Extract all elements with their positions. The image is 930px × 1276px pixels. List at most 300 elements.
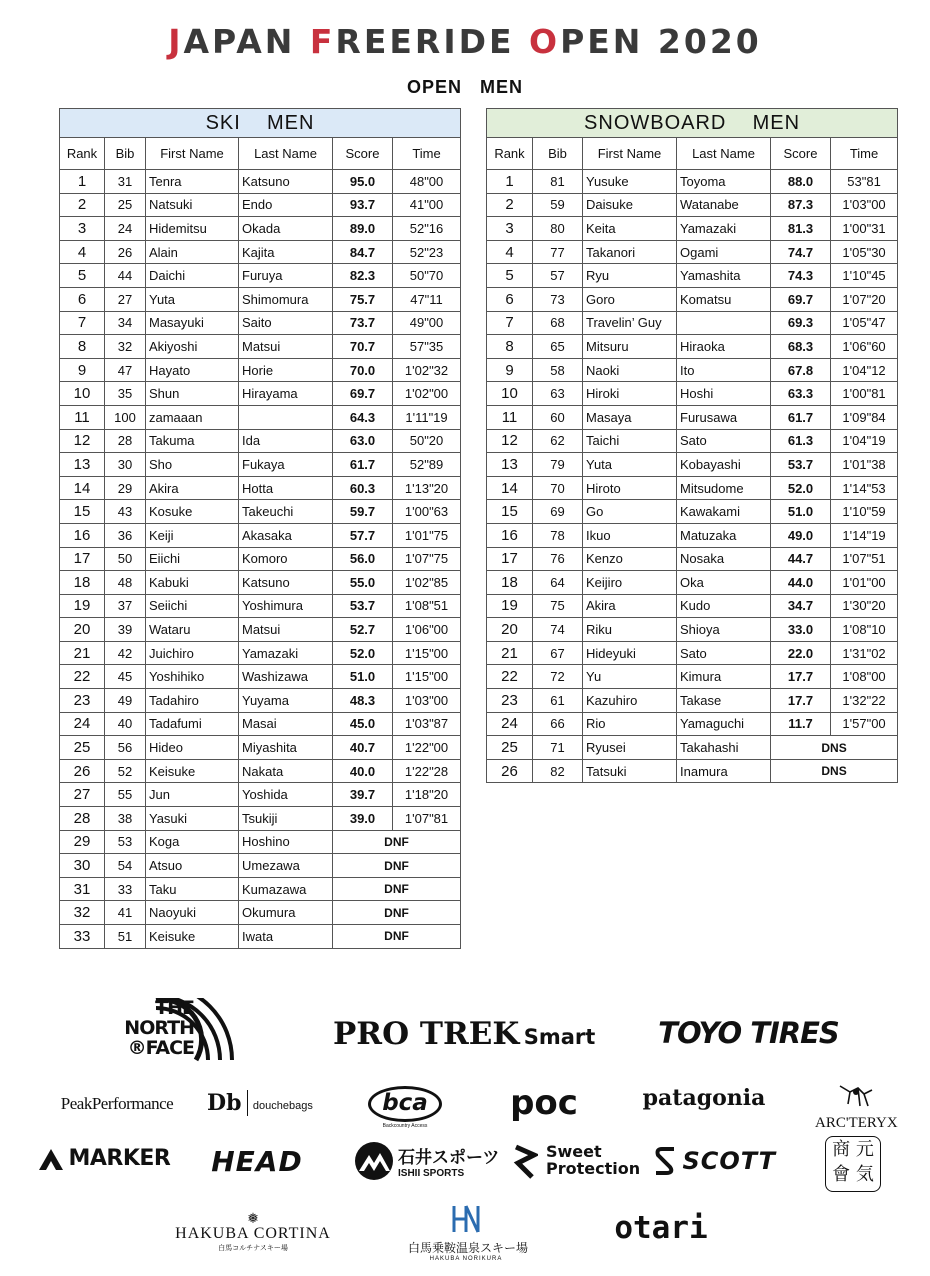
snowflake-icon: ❅ <box>247 1210 259 1226</box>
score-cell: 95.0 <box>333 170 393 194</box>
last-name-cell: Okumura <box>239 901 333 925</box>
bib-cell: 65 <box>533 335 583 359</box>
rank-cell: 13 <box>60 453 105 477</box>
status-cell: DNF <box>333 854 461 878</box>
bib-cell: 45 <box>105 665 146 689</box>
bib-cell: 81 <box>533 170 583 194</box>
rank-cell: 10 <box>60 382 105 406</box>
first-name-cell: Juichiro <box>146 641 239 665</box>
first-name-cell: Atsuo <box>146 854 239 878</box>
time-cell: 1'02"32 <box>393 358 461 382</box>
time-cell: 50"70 <box>393 264 461 288</box>
last-name-cell: Umezawa <box>239 854 333 878</box>
rank-cell: 23 <box>60 689 105 713</box>
last-name-cell: Yamazaki <box>677 217 771 241</box>
hakuba-norikura-logo: 白馬乗鞍温泉スキー場 HAKUBA NORIKURA <box>408 1204 524 1262</box>
first-name-cell: Rio <box>583 712 677 736</box>
last-name-cell: Komatsu <box>677 287 771 311</box>
last-name-cell: Hirayama <box>239 382 333 406</box>
pro-trek-smart-logo: PRO TREK Smart <box>333 1016 596 1052</box>
bib-cell: 32 <box>105 335 146 359</box>
last-name-cell: Tsukiji <box>239 807 333 831</box>
first-name-cell: Riku <box>583 618 677 642</box>
time-cell: 1'01"00 <box>831 571 898 595</box>
rank-cell: 26 <box>487 759 533 783</box>
table-row <box>60 476 461 500</box>
table-row <box>60 925 461 949</box>
score-cell: 52.0 <box>771 476 831 500</box>
bib-cell: 39 <box>105 618 146 642</box>
first-name-cell: Daisuke <box>583 193 677 217</box>
last-name-cell: Yamashita <box>677 264 771 288</box>
last-name-cell: Kumazawa <box>239 877 333 901</box>
time-cell: 1'15"00 <box>393 641 461 665</box>
shogen-kaiki-logo: 商 元 會 気 <box>825 1136 881 1192</box>
bib-cell: 41 <box>105 901 146 925</box>
ski-results-table <box>59 108 461 949</box>
table-row <box>60 712 461 736</box>
rank-cell: 17 <box>487 547 533 571</box>
table-row <box>60 170 461 194</box>
time-cell: 52"16 <box>393 217 461 241</box>
column-header-last-name: Last Name <box>677 138 771 170</box>
last-name-cell: Inamura <box>677 759 771 783</box>
column-header-time: Time <box>831 138 898 170</box>
score-cell: 22.0 <box>771 641 831 665</box>
table-row <box>487 712 898 736</box>
marker-triangle-icon <box>38 1147 64 1171</box>
toyo-tires-logo: TOYO TIRES <box>658 1016 839 1050</box>
time-cell: 1'14"53 <box>831 476 898 500</box>
time-cell: 1'08"51 <box>393 594 461 618</box>
score-cell: 67.8 <box>771 358 831 382</box>
time-cell: 1'07"81 <box>393 807 461 831</box>
score-cell: 11.7 <box>771 712 831 736</box>
last-name-cell: Hiraoka <box>677 335 771 359</box>
last-name-cell: Yamazaki <box>239 641 333 665</box>
table-row <box>60 571 461 595</box>
first-name-cell: Alain <box>146 240 239 264</box>
last-name-cell: Furusawa <box>677 405 771 429</box>
first-name-cell: Takanori <box>583 240 677 264</box>
table-row <box>60 877 461 901</box>
score-cell: 81.3 <box>771 217 831 241</box>
table-row <box>60 665 461 689</box>
time-cell: 1'06"00 <box>393 618 461 642</box>
last-name-cell: Nakata <box>239 759 333 783</box>
score-cell: 63.0 <box>333 429 393 453</box>
first-name-cell: Travelin’ Guy <box>583 311 677 335</box>
bib-cell: 43 <box>105 500 146 524</box>
rank-cell: 9 <box>487 358 533 382</box>
score-cell: 52.0 <box>333 641 393 665</box>
last-name-cell <box>239 405 333 429</box>
first-name-cell: Daichi <box>146 264 239 288</box>
bib-cell: 44 <box>105 264 146 288</box>
first-name-cell: Ryu <box>583 264 677 288</box>
score-cell: 74.3 <box>771 264 831 288</box>
bib-cell: 56 <box>105 736 146 760</box>
score-cell: 17.7 <box>771 689 831 713</box>
bib-cell: 53 <box>105 830 146 854</box>
bib-cell: 76 <box>533 547 583 571</box>
bib-cell: 33 <box>105 877 146 901</box>
table-row <box>60 618 461 642</box>
score-cell: 53.7 <box>333 594 393 618</box>
score-cell: 57.7 <box>333 523 393 547</box>
rank-cell: 20 <box>487 618 533 642</box>
score-cell: 61.3 <box>771 429 831 453</box>
table-row <box>60 358 461 382</box>
last-name-cell: Iwata <box>239 925 333 949</box>
score-cell: 40.0 <box>333 759 393 783</box>
table-row <box>60 405 461 429</box>
rank-cell: 30 <box>60 854 105 878</box>
rank-cell: 24 <box>487 712 533 736</box>
last-name-cell: Hoshino <box>239 830 333 854</box>
time-cell: 1'10"45 <box>831 264 898 288</box>
first-name-cell: Ryusei <box>583 736 677 760</box>
rank-cell: 11 <box>60 405 105 429</box>
rank-cell: 33 <box>60 925 105 949</box>
table-row <box>487 382 898 406</box>
table-row <box>487 287 898 311</box>
last-name-cell: Oka <box>677 571 771 595</box>
ski-table-body <box>60 170 461 949</box>
last-name-cell: Endo <box>239 193 333 217</box>
time-cell: 41"00 <box>393 193 461 217</box>
first-name-cell: Mitsuru <box>583 335 677 359</box>
patagonia-logo: patagonia <box>642 1085 766 1111</box>
table-row <box>60 759 461 783</box>
table-row <box>60 830 461 854</box>
time-cell: 1'22"00 <box>393 736 461 760</box>
last-name-cell: Miyashita <box>239 736 333 760</box>
ishii-mountain-icon <box>354 1141 394 1181</box>
rank-cell: 12 <box>487 429 533 453</box>
bib-cell: 42 <box>105 641 146 665</box>
bib-cell: 70 <box>533 476 583 500</box>
last-name-cell: Ito <box>677 358 771 382</box>
last-name-cell: Yuyama <box>239 689 333 713</box>
score-cell: 75.7 <box>333 287 393 311</box>
first-name-cell: Go <box>583 500 677 524</box>
arcteryx-bird-icon <box>836 1080 876 1110</box>
table-row <box>487 405 898 429</box>
rank-cell: 28 <box>60 807 105 831</box>
time-cell: 1'09"84 <box>831 405 898 429</box>
time-cell: 1'18"20 <box>393 783 461 807</box>
rank-cell: 17 <box>60 547 105 571</box>
first-name-cell: Yoshihiko <box>146 665 239 689</box>
first-name-cell: Shun <box>146 382 239 406</box>
table-row <box>487 571 898 595</box>
score-cell: 51.0 <box>771 500 831 524</box>
last-name-cell: Ogami <box>677 240 771 264</box>
last-name-cell <box>677 311 771 335</box>
first-name-cell: Kosuke <box>146 500 239 524</box>
last-name-cell: Takeuchi <box>239 500 333 524</box>
score-cell: 87.3 <box>771 193 831 217</box>
time-cell: 1'01"38 <box>831 453 898 477</box>
table-row <box>487 217 898 241</box>
rank-cell: 32 <box>60 901 105 925</box>
rank-cell: 8 <box>60 335 105 359</box>
last-name-cell: Okada <box>239 217 333 241</box>
rank-cell: 5 <box>60 264 105 288</box>
column-header-score: Score <box>333 138 393 170</box>
last-name-cell: Mitsudome <box>677 476 771 500</box>
time-cell: 52"23 <box>393 240 461 264</box>
last-name-cell: Kimura <box>677 665 771 689</box>
first-name-cell: Keijiro <box>583 571 677 595</box>
column-header-rank: Rank <box>60 138 105 170</box>
bib-cell: 55 <box>105 783 146 807</box>
bib-cell: 57 <box>533 264 583 288</box>
time-cell: 1'31"02 <box>831 641 898 665</box>
time-cell: 1'07"51 <box>831 547 898 571</box>
last-name-cell: Hotta <box>239 476 333 500</box>
bib-cell: 60 <box>533 405 583 429</box>
last-name-cell: Kudo <box>677 594 771 618</box>
status-cell: DNF <box>333 877 461 901</box>
score-cell: 69.7 <box>333 382 393 406</box>
table-row <box>487 500 898 524</box>
rank-cell: 14 <box>60 476 105 500</box>
first-name-cell: Koga <box>146 830 239 854</box>
sweet-protection-s-icon <box>512 1143 538 1179</box>
bib-cell: 31 <box>105 170 146 194</box>
first-name-cell: Tatsuki <box>583 759 677 783</box>
first-name-cell: Yuta <box>583 453 677 477</box>
last-name-cell: Matsui <box>239 335 333 359</box>
table-row <box>60 641 461 665</box>
score-cell: 55.0 <box>333 571 393 595</box>
last-name-cell: Matuzaka <box>677 523 771 547</box>
score-cell: 64.3 <box>333 405 393 429</box>
the-north-face-logo: THE NORTH ®FACE <box>108 998 244 1062</box>
first-name-cell: Yusuke <box>583 170 677 194</box>
first-name-cell: Taku <box>146 877 239 901</box>
hakuba-cortina-logo: ❅ HAKUBA CORTINA 白馬コルチナスキー場 <box>168 1211 338 1253</box>
table-row <box>487 476 898 500</box>
first-name-cell: Hidemitsu <box>146 217 239 241</box>
score-cell: 17.7 <box>771 665 831 689</box>
peak-performance-logo: PeakPerformance <box>60 1094 174 1113</box>
score-cell: 39.7 <box>333 783 393 807</box>
first-name-cell: Taichi <box>583 429 677 453</box>
bib-cell: 30 <box>105 453 146 477</box>
table-row <box>487 335 898 359</box>
table-row <box>60 311 461 335</box>
rank-cell: 9 <box>60 358 105 382</box>
bib-cell: 73 <box>533 287 583 311</box>
table-row <box>60 335 461 359</box>
bib-cell: 100 <box>105 405 146 429</box>
column-header-bib: Bib <box>533 138 583 170</box>
score-cell: 84.7 <box>333 240 393 264</box>
arcteryx-logo: ARC'TERYX <box>815 1080 897 1132</box>
rank-cell: 6 <box>60 287 105 311</box>
time-cell: 1'05"30 <box>831 240 898 264</box>
status-cell: DNF <box>333 901 461 925</box>
column-header-first-name: First Name <box>583 138 677 170</box>
last-name-cell: Sato <box>677 641 771 665</box>
last-name-cell: Nosaka <box>677 547 771 571</box>
table-row <box>60 429 461 453</box>
time-cell: 1'08"00 <box>831 665 898 689</box>
time-cell: 1'15"00 <box>393 665 461 689</box>
table-row <box>487 240 898 264</box>
time-cell: 1'07"20 <box>831 287 898 311</box>
rank-cell: 18 <box>487 571 533 595</box>
bib-cell: 38 <box>105 807 146 831</box>
table-row <box>60 689 461 713</box>
first-name-cell: Hiroto <box>583 476 677 500</box>
column-header-score: Score <box>771 138 831 170</box>
first-name-cell: Eiichi <box>146 547 239 571</box>
time-cell: 1'11"19 <box>393 405 461 429</box>
score-cell: 51.0 <box>333 665 393 689</box>
first-name-cell: Tadahiro <box>146 689 239 713</box>
rank-cell: 29 <box>60 830 105 854</box>
bib-cell: 51 <box>105 925 146 949</box>
score-cell: 45.0 <box>333 712 393 736</box>
time-cell: 1'22"28 <box>393 759 461 783</box>
first-name-cell: Keiji <box>146 523 239 547</box>
rank-cell: 10 <box>487 382 533 406</box>
table-row <box>487 641 898 665</box>
table-row <box>60 193 461 217</box>
time-cell: 53"81 <box>831 170 898 194</box>
bib-cell: 52 <box>105 759 146 783</box>
table-row <box>487 523 898 547</box>
table-row <box>60 217 461 241</box>
first-name-cell: Tadafumi <box>146 712 239 736</box>
snowboard-table-caption: SNOWBOARD MEN <box>487 109 898 138</box>
first-name-cell: zamaaan <box>146 405 239 429</box>
table-row <box>487 170 898 194</box>
rank-cell: 22 <box>60 665 105 689</box>
last-name-cell: Fukaya <box>239 453 333 477</box>
score-cell: 82.3 <box>333 264 393 288</box>
last-name-cell: Washizawa <box>239 665 333 689</box>
first-name-cell: Naoki <box>583 358 677 382</box>
time-cell: 1'32"22 <box>831 689 898 713</box>
column-header-rank: Rank <box>487 138 533 170</box>
bib-cell: 40 <box>105 712 146 736</box>
bib-cell: 78 <box>533 523 583 547</box>
first-name-cell: Akiyoshi <box>146 335 239 359</box>
table-row <box>487 429 898 453</box>
score-cell: 49.0 <box>771 523 831 547</box>
bib-cell: 29 <box>105 476 146 500</box>
bca-logo: bca Backcountry Access <box>368 1086 442 1129</box>
bib-cell: 75 <box>533 594 583 618</box>
score-cell: 60.3 <box>333 476 393 500</box>
first-name-cell: Takuma <box>146 429 239 453</box>
column-header-time: Time <box>393 138 461 170</box>
rank-cell: 26 <box>60 759 105 783</box>
first-name-cell: Masayuki <box>146 311 239 335</box>
score-cell: 39.0 <box>333 807 393 831</box>
time-cell: 1'01"75 <box>393 523 461 547</box>
table-row <box>487 453 898 477</box>
last-name-cell: Shioya <box>677 618 771 642</box>
first-name-cell: Seiichi <box>146 594 239 618</box>
time-cell: 1'07"75 <box>393 547 461 571</box>
status-cell: DNS <box>771 736 898 760</box>
score-cell: 70.7 <box>333 335 393 359</box>
table-row <box>60 783 461 807</box>
first-name-cell: Naoyuki <box>146 901 239 925</box>
scott-logo: SCOTT <box>654 1145 794 1177</box>
first-name-cell: Akira <box>146 476 239 500</box>
table-row <box>487 311 898 335</box>
rank-cell: 27 <box>60 783 105 807</box>
rank-cell: 3 <box>487 217 533 241</box>
score-cell: 33.0 <box>771 618 831 642</box>
bib-cell: 59 <box>533 193 583 217</box>
last-name-cell: Yoshimura <box>239 594 333 618</box>
first-name-cell: Kenzo <box>583 547 677 571</box>
time-cell: 1'30"20 <box>831 594 898 618</box>
last-name-cell: Akasaka <box>239 523 333 547</box>
ski-table-caption: SKI MEN <box>60 109 461 138</box>
table-row <box>60 500 461 524</box>
category-subtitle: OPEN MEN <box>406 77 523 97</box>
last-name-cell: Takahashi <box>677 736 771 760</box>
bib-cell: 62 <box>533 429 583 453</box>
score-cell: 40.7 <box>333 736 393 760</box>
bib-cell: 58 <box>533 358 583 382</box>
table-row <box>487 759 898 783</box>
score-cell: 53.7 <box>771 453 831 477</box>
rank-cell: 14 <box>487 476 533 500</box>
bib-cell: 24 <box>105 217 146 241</box>
rank-cell: 7 <box>60 311 105 335</box>
score-cell: 48.3 <box>333 689 393 713</box>
table-row <box>487 193 898 217</box>
rank-cell: 16 <box>487 523 533 547</box>
score-cell: 61.7 <box>333 453 393 477</box>
score-cell: 69.3 <box>771 311 831 335</box>
first-name-cell: Goro <box>583 287 677 311</box>
table-row <box>60 547 461 571</box>
bib-cell: 67 <box>533 641 583 665</box>
marker-logo: MARKER <box>38 1146 176 1171</box>
time-cell: 1'08"10 <box>831 618 898 642</box>
score-cell: 59.7 <box>333 500 393 524</box>
time-cell: 1'05"47 <box>831 311 898 335</box>
bib-cell: 35 <box>105 382 146 406</box>
first-name-cell: Yasuki <box>146 807 239 831</box>
first-name-cell: Keita <box>583 217 677 241</box>
rank-cell: 23 <box>487 689 533 713</box>
bib-cell: 28 <box>105 429 146 453</box>
score-cell: 74.7 <box>771 240 831 264</box>
bib-cell: 79 <box>533 453 583 477</box>
bib-cell: 80 <box>533 217 583 241</box>
table-row <box>60 240 461 264</box>
last-name-cell: Katsuno <box>239 170 333 194</box>
rank-cell: 2 <box>60 193 105 217</box>
first-name-cell: Keisuke <box>146 925 239 949</box>
table-row <box>487 689 898 713</box>
snowboard-results-table <box>486 108 898 783</box>
status-cell: DNS <box>771 759 898 783</box>
table-row <box>487 264 898 288</box>
